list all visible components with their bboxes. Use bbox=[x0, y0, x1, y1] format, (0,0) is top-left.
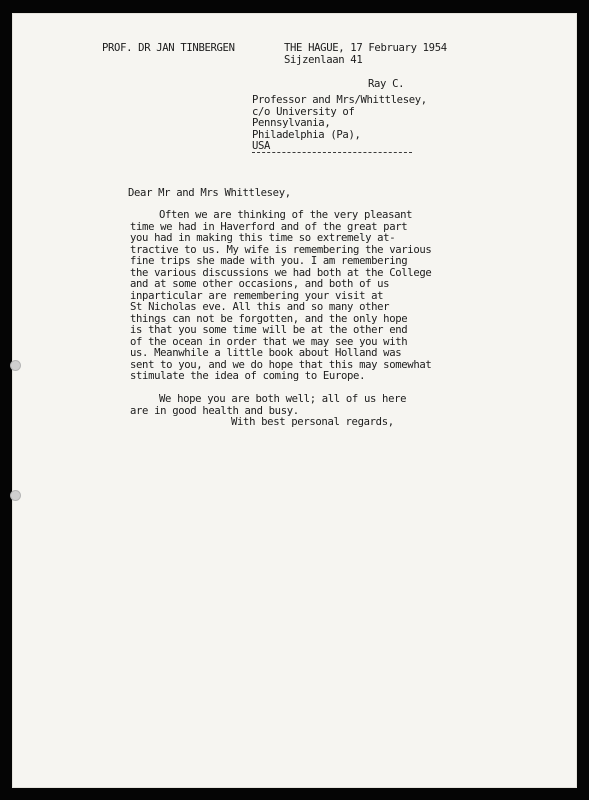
text-line: Often we are thinking of the very pleasant bbox=[159, 209, 413, 221]
recipient-address-line: USA bbox=[252, 140, 271, 152]
closing: With best personal regards, bbox=[231, 416, 394, 428]
text-line: are in good health and busy. bbox=[130, 404, 299, 417]
text-line: the various discussions we had both at the College bbox=[130, 266, 432, 279]
text-line: We hope you are both well; all of us here bbox=[159, 393, 407, 405]
address-underline bbox=[252, 152, 412, 153]
letter-page bbox=[12, 13, 577, 788]
text-line: is that you some time will be at the other end bbox=[130, 324, 408, 336]
text-line: stimulate the idea of coming to Europe. bbox=[130, 370, 366, 382]
recipient-address-line: Pennsylvania, bbox=[252, 117, 331, 129]
punch-hole-bottom bbox=[10, 490, 21, 501]
text-line: sent to you, and we do hope that this may somewhat bbox=[130, 358, 432, 371]
text-line: tractive to us. My wife is remembering the various bbox=[130, 243, 432, 256]
text-line: things can not be forgotten, and the only hope bbox=[130, 312, 408, 325]
text-line: fine trips she made with you. I am remembering bbox=[130, 255, 408, 267]
text-line: time we had in Haverford and of the great part bbox=[130, 220, 408, 233]
recipient-address-line: Professor and Mrs/Whittlesey, bbox=[252, 94, 427, 106]
text-line: and at some other occasions, and both of us bbox=[130, 278, 390, 290]
sender-street: Sijzenlaan 41 bbox=[284, 54, 363, 66]
recipient-address-line: Philadelphia (Pa), bbox=[252, 128, 361, 141]
text-line: inparticular are remembering your visit at bbox=[130, 289, 384, 302]
punch-hole-top bbox=[10, 360, 21, 371]
place-date: THE HAGUE, 17 February 1954 bbox=[284, 42, 447, 54]
text-line: us. Meanwhile a little book about Holland was bbox=[130, 347, 402, 359]
sender-name: PROF. DR JAN TINBERGEN bbox=[102, 42, 235, 54]
text-line: you had in making this time so extremely at- bbox=[130, 232, 396, 244]
text-line: of the ocean in order that we may see you with bbox=[130, 335, 408, 348]
text-line: St Nicholas eve. All this and so many other bbox=[130, 301, 390, 313]
reference-mark: Ray C. bbox=[368, 78, 405, 90]
recipient-address-line: c/o University of bbox=[252, 105, 355, 118]
salutation: Dear Mr and Mrs Whittlesey, bbox=[128, 187, 291, 199]
